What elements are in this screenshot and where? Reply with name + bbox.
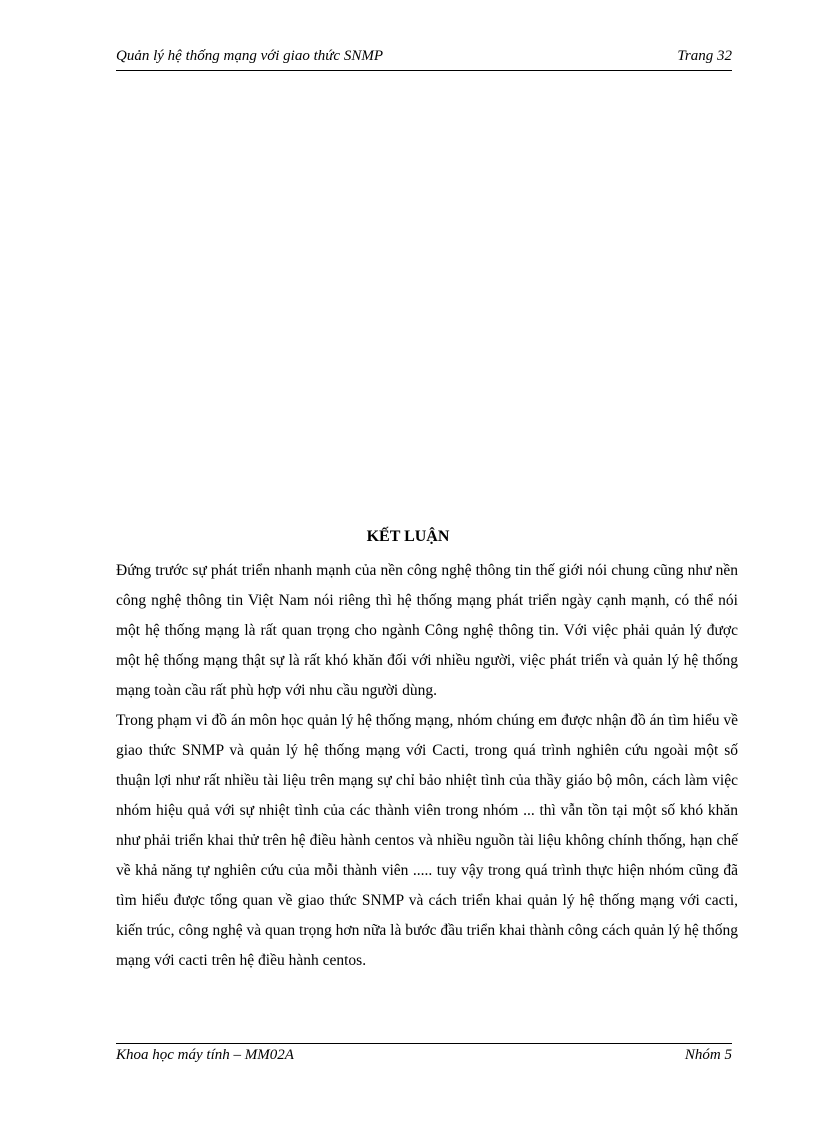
- header-title: Quản lý hệ thống mạng với giao thức SNMP: [116, 48, 383, 64]
- page-footer: [116, 1043, 732, 1066]
- section-heading: KẾT LUẬN: [366, 528, 450, 545]
- paragraph-2: Trong phạm vi đồ án môn học quản lý hệ thống mạng, nhóm chúng em được nhận đồ án tìm hiểu về giao thức SNMP và quản lý hệ thống mạng với Cacti, trong quá trình nghiên cứu ngoài một số thuận lợi như rất nhiều tài liệu trên mạng sự chỉ bảo nhiệt tình của thầy giáo bộ môn, cách làm việc nhóm hiệu quả với sự nhiệt tình của các thành viên trong nhóm ... thì vẫn tồn tại một số khó khăn như phải triển khai thử trên hệ điều hành centos và nhiều nguồn tài liệu không chính thống, hạn chế về khả năng tự nghiên cứu của mỗi thành viên ..... tuy vậy trong quá trình thực hiện nhóm cũng đã tìm hiểu được tổng quan về giao thức SNMP và cách triển khai quản lý hệ thống mạng với cacti, kiến trúc, công nghệ và quan trọng hơn nữa là bước đầu triển khai thành công cách quản lý hệ thống mạng với cacti trên hệ điều hành centos.: [116, 712, 738, 969]
- paragraph-1: Đứng trước sự phát triển nhanh mạnh của nền công nghệ thông tin thế giới nói chung cũng như nền công nghệ thông tin Việt Nam nói riêng thì hệ thống mạng phát triển ngày cạnh mạnh, có thể nói một hệ thống mạng là rất quan trọng cho ngành Công nghệ thông tin. Với việc phải quản lý được một hệ thống mạng thật sự là rất khó khăn đối với nhiều người, việc phát triển và quản lý hệ thống mạng toàn cầu rất phù hợp với nhu cầu người dùng.: [116, 562, 738, 699]
- header-page-number: Trang 32: [677, 48, 732, 64]
- page-header: [116, 48, 732, 71]
- footer-department: Khoa học máy tính – MM02A: [116, 1047, 294, 1063]
- footer-group: Nhóm 5: [684, 1047, 732, 1063]
- body-text: [116, 556, 738, 976]
